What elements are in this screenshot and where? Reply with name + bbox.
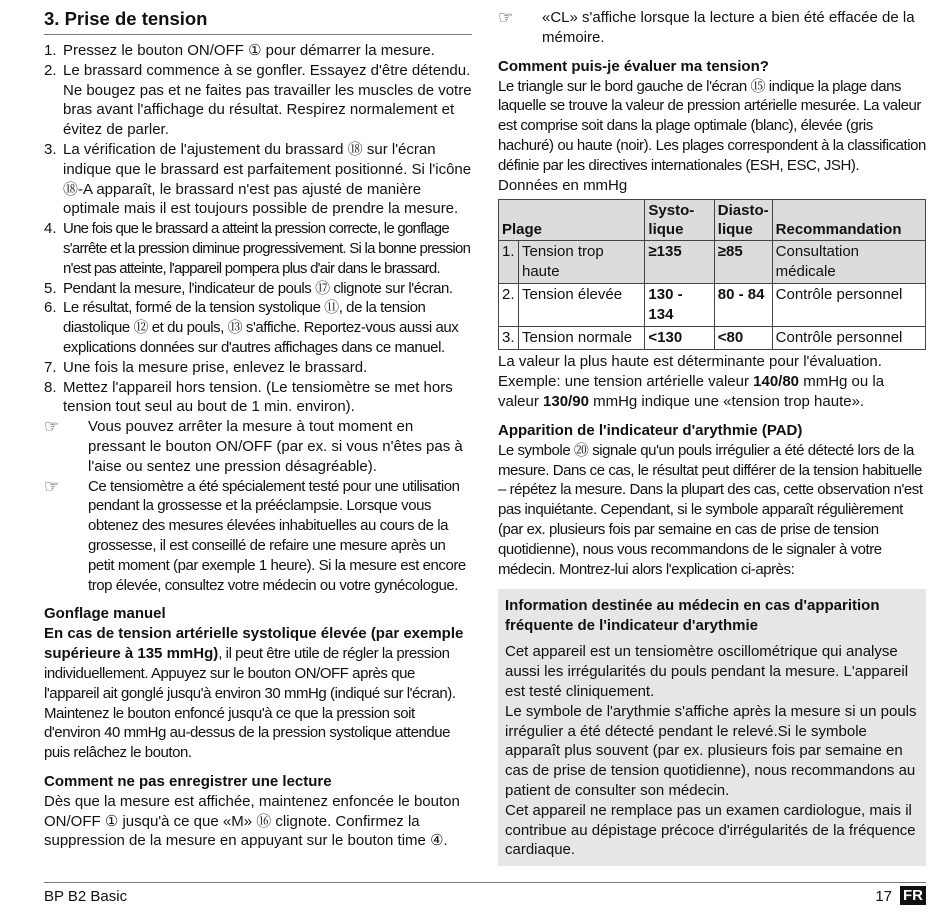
note-clear: ☞ «CL» s'affiche lorsque la lecture a bien été effacée de la mémoire.	[498, 8, 915, 46]
model-name: BP B2 Basic	[44, 888, 128, 905]
table-row: 3. Tension normale <130 <80 Contrôle personnel	[499, 327, 926, 350]
steps-list	[44, 41, 472, 417]
col-header-recommendation: Recommandation	[772, 200, 925, 241]
list-item: 7. Une fois la mesure prise, enlevez le brassard.	[44, 358, 368, 376]
right-column	[498, 8, 926, 866]
list-item: 6. Le résultat, formé de la tension systolique ⑪, de la tension diastolique ⑫ et du pouls, ⑬ s'affiche. Reportez-vous aussi aux explications données sur d'autres affichages dans ce manuel.	[44, 299, 459, 356]
doctor-info-p1: Cet appareil est un tensiomètre oscillométrique qui analyse aussi les irrégularités du pouls pendant la mesure. L'appareil est testé cliniquement.	[505, 643, 909, 700]
pointing-hand-icon: ☞	[44, 476, 60, 496]
norecord-text: Dès que la mesure est affichée, maintenez enfoncée le bouton ON/OFF ① jusqu'à ce que «M» ⑯ clignote. Confirmez la suppression de la mesure en appuyant sur le bouton time ④.	[44, 792, 460, 850]
page-number: 17	[875, 888, 892, 905]
list-item: 5. Pendant la mesure, l'indicateur de pouls ⑰ clignote sur l'écran.	[44, 279, 453, 297]
pointing-hand-icon: ☞	[498, 8, 514, 27]
list-item: 1. Pressez le bouton ON/OFF ① pour démarrer la mesure.	[44, 42, 435, 59]
norecord-heading: Comment ne pas enregistrer une lecture	[44, 772, 332, 790]
list-item: 4. Une fois que le brassard a atteint la pression correcte, le gonflage s'arrête et la pression diminue progressivement. Si la bonne pression n'est pas atteinte, l'appareil pompera plus d'air dans le brassard.	[44, 220, 471, 277]
col-header-systolic: Systo- lique	[645, 200, 714, 241]
pad-heading: Apparition de l'indicateur d'arythmie (PAD)	[498, 421, 803, 439]
evaluate-heading: Comment puis-je évaluer ma tension?	[498, 57, 769, 75]
left-column	[44, 8, 472, 851]
doctor-info-box	[498, 589, 926, 866]
table-row: 2. Tension élevée 130 - 134 80 - 84 Contrôle personnel	[499, 284, 926, 327]
col-header-plage: Plage	[499, 200, 645, 241]
col-header-diastolic: Diasto- lique	[714, 200, 772, 241]
note-pregnancy: ☞ Ce tensiomètre a été spécialement testé pour une utilisation pendant la grossesse et la prééclampsie. Lorsque vous obtenez des mesures élevées inhabituelles au cours de la grossesse, il est conseillé de refaire une mesure après un petit moment (par exemple 1 heure). Si la mesure est encore trop élevée, consultez votre médecin ou votre gynécologue.	[44, 476, 466, 594]
doctor-info-p2: Le symbole de l'arythmie s'affiche après la mesure si un pouls irrégulier a été détecté pendant le relevé.Si le symbole apparaît plus souvent (par ex. plusieurs fois par semaine en cas de prise de tension quotidienne), nous recommandons au patient de consulter son médecin.	[505, 702, 917, 799]
list-item: 8. Mettez l'appareil hors tension. (Le tensiomètre se met hors tension tout seul au bout de 1 min. environ).	[44, 378, 453, 416]
doctor-info-title: Information destinée au médecin en cas d'apparition fréquente de l'indicateur d'arythmie	[505, 597, 880, 635]
units-text: Données en mmHg	[498, 176, 628, 194]
evaluate-text: Le triangle sur le bord gauche de l'écran ⑮ indique la plage dans laquelle se trouve la valeur de pression artérielle mesurée. La valeur est comprise soit dans la plage optimale (blanc), élevée (gris hachuré) ou haute (noir). Les plages correspondent à la classification définie par les directives internationales (ESH, ESC, JSH).	[498, 77, 926, 174]
table-header-row	[499, 200, 926, 241]
table-row: 1. Tension trop haute ≥135 ≥85 Consultation médicale	[499, 241, 926, 284]
manual-text: En cas de tension artérielle systolique élevée (par exemple supérieure à 135 mmHg), il peut être utile de régler la pression individuellement. Appuyez sur le bouton ON/OFF après que l'appareil ait gonglé jusqu'à environ 30 mmHg (indiqué sur l'écran). Maintenez le bouton enfoncé jusqu'à ce que la pression soit d'environ 40 mmHg au-dessus de la pression systolique attendue puis relâchez le bouton.	[44, 625, 464, 762]
note-stop: ☞ Vous pouvez arrêter la mesure à tout moment en pressant le bouton ON/OFF (par ex. si vous n'êtes pas à l'aise ou sentez une pression désagréable).	[44, 417, 463, 475]
page-footer	[44, 882, 926, 905]
pad-text: Le symbole ⑳ signale qu'un pouls irrégulier a été détecté lors de la mesure. Dans ce cas, le résultat peut différer de la tension habituelle – répétez la mesure. Dans la plupart des cas, cette observation n'est pas inquiétante. Cependant, si le symbole apparaît régulièrement (par ex. plusieurs fois par semaine en cas de prise de tension quotidienne), nous vous recommandons de le signaler à votre médecin. Montrez-lui alors l'explication ci-après:	[498, 441, 923, 578]
section-title: 3. Prise de tension	[44, 8, 472, 35]
language-badge: FR	[900, 886, 926, 905]
pointing-hand-icon: ☞	[44, 417, 60, 437]
doctor-info-p3: Cet appareil ne remplace pas un examen cardiologue, mais il contribue au dépistage précoce d'irrégularités de la fréquence cardiaque.	[505, 801, 916, 859]
list-item: 3. La vérification de l'ajustement du brassard ⑱ sur l'écran indique que le brassard est parfaitement positionné. Si l'icône ⑱-A apparaît, le brassard n'est pas ajusté de manière optimale mais il est toujours possible de prendre la mesure.	[44, 140, 472, 218]
list-item: 2. Le brassard commence à se gonfler. Essayez d'être détendu. Ne bougez pas et ne faites pas travailler les muscles de votre bras avant l'affichage du résultat. Respirez normalement et évitez de parler.	[44, 61, 472, 139]
evaluation-rule: La valeur la plus haute est déterminante pour l'évaluation.	[498, 353, 882, 371]
manual-heading: Gonflage manuel	[44, 605, 166, 623]
evaluation-example: Exemple: une tension artérielle valeur 140/80 mmHg ou la valeur 130/90 mmHg indique une «tension trop haute».	[498, 373, 885, 410]
bp-classification-table	[498, 199, 926, 350]
